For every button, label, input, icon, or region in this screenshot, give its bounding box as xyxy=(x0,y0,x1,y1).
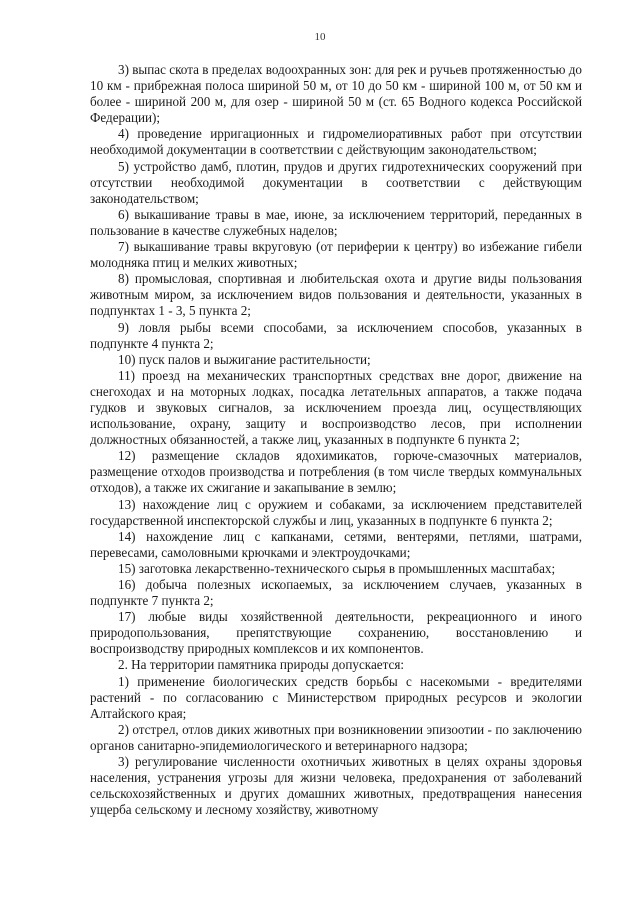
paragraph-item-7: 7) выкашивание травы вкруговую (от периферии к центру) во избежание гибели молодняка птиц и мелких животных; xyxy=(90,239,582,271)
paragraph-item-9: 9) ловля рыбы всеми способами, за исключением способов, указанных в подпункте 4 пункта 2; xyxy=(90,319,582,351)
permitted-item-1: 1) применение биологических средств борьбы с насекомыми - вредителями растений - по согласованию с Министерством природных ресурсов и экологии Алтайского края; xyxy=(90,673,582,721)
paragraph-item-15: 15) заготовка лекарственно-технического сырья в промышленных масштабах; xyxy=(118,560,556,576)
paragraph-item-13: 13) нахождение лиц с оружием и собаками, за исключением представителей государственной инспекторской службы и лиц, указанных в подпункте 6 пункта 2; xyxy=(90,496,582,528)
paragraph-item-11: 11) проезд на механических транспортных средствах вне дорог, движение на снегоходах и на моторных лодках, посадка летательных аппаратов, а также подача гудков и звуковых сигналов, за исключением проезда лиц, осуществляющих использование, охрану, защиту и воспроизводство лесов, при исполнении должностных обязанностей, а также лиц, указанных в подпункте 6 пункта 2; xyxy=(90,367,582,448)
paragraph-item-8: 8) промысловая, спортивная и любительская охота и другие виды пользования животным миром, за исключением видов пользования и деятельности, указанных в подпунктах 1 - 3, 5 пункта 2; xyxy=(90,271,582,319)
document-body xyxy=(90,62,582,818)
paragraph-item-14: 14) нахождение лиц с капканами, сетями, вентерями, петлями, шатрами, перевесами, самоловными крючками и электроудочками; xyxy=(90,528,582,560)
paragraph-item-4: 4) проведение ирригационных и гидромелиоративных работ при отсутствии необходимой документации в соответствии с действующим законодательством; xyxy=(90,126,582,158)
section-heading-permitted: 2. На территории памятника природы допускается: xyxy=(118,657,405,673)
paragraph-item-3: 3) выпас скота в пределах водоохранных зон: для рек и ручьев протяженностью до 10 км - прибрежная полоса шириной 50 м, от 10 до 50 км - шириной 100 м, от 50 км и более - шириной 200 м, для озер - шириной 50 м (ст. 65 Водного кодекса Российской Федерации); xyxy=(90,62,583,126)
permitted-item-2: 2) отстрел, отлов диких животных при возникновении эпизоотии - по заключению органов санитарно-эпидемиологического и ветеринарного надзора; xyxy=(90,721,582,753)
permitted-item-3: 3) регулирование численности охотничьих животных в целях охраны здоровья населения, устранения угрозы для жизни человека, предохранения от заболеваний сельскохозяйственных и других домашних животных, предотвращения нанесения ущерба сельскому и лесному хозяйству, животному xyxy=(90,754,582,818)
paragraph-item-6: 6) выкашивание травы в мае, июне, за исключением территорий, переданных в пользование в качестве служебных наделов; xyxy=(90,206,582,238)
paragraph-item-16: 16) добыча полезных ископаемых, за исключением случаев, указанных в подпункте 7 пункта 2; xyxy=(90,577,582,609)
paragraph-item-5: 5) устройство дамб, плотин, прудов и других гидротехнических сооружений при отсутствии необходимой документации в соответствии с действующим законодательством; xyxy=(90,158,582,206)
page-number: 10 xyxy=(314,31,326,43)
paragraph-item-12: 12) размещение складов ядохимикатов, горюче-смазочных материалов, размещение отходов производства и потребления (в том числе твердых коммунальных отходов), а также их сжигание и закапывание в землю; xyxy=(90,448,582,496)
paragraph-item-17: 17) любые виды хозяйственной деятельности, рекреационного и иного природопользования, препятствующие сохранению, восстановлению и воспроизводству природных комплексов и их компонентов. xyxy=(90,609,582,657)
paragraph-item-10: 10) пуск палов и выжигание растительности; xyxy=(118,351,371,367)
